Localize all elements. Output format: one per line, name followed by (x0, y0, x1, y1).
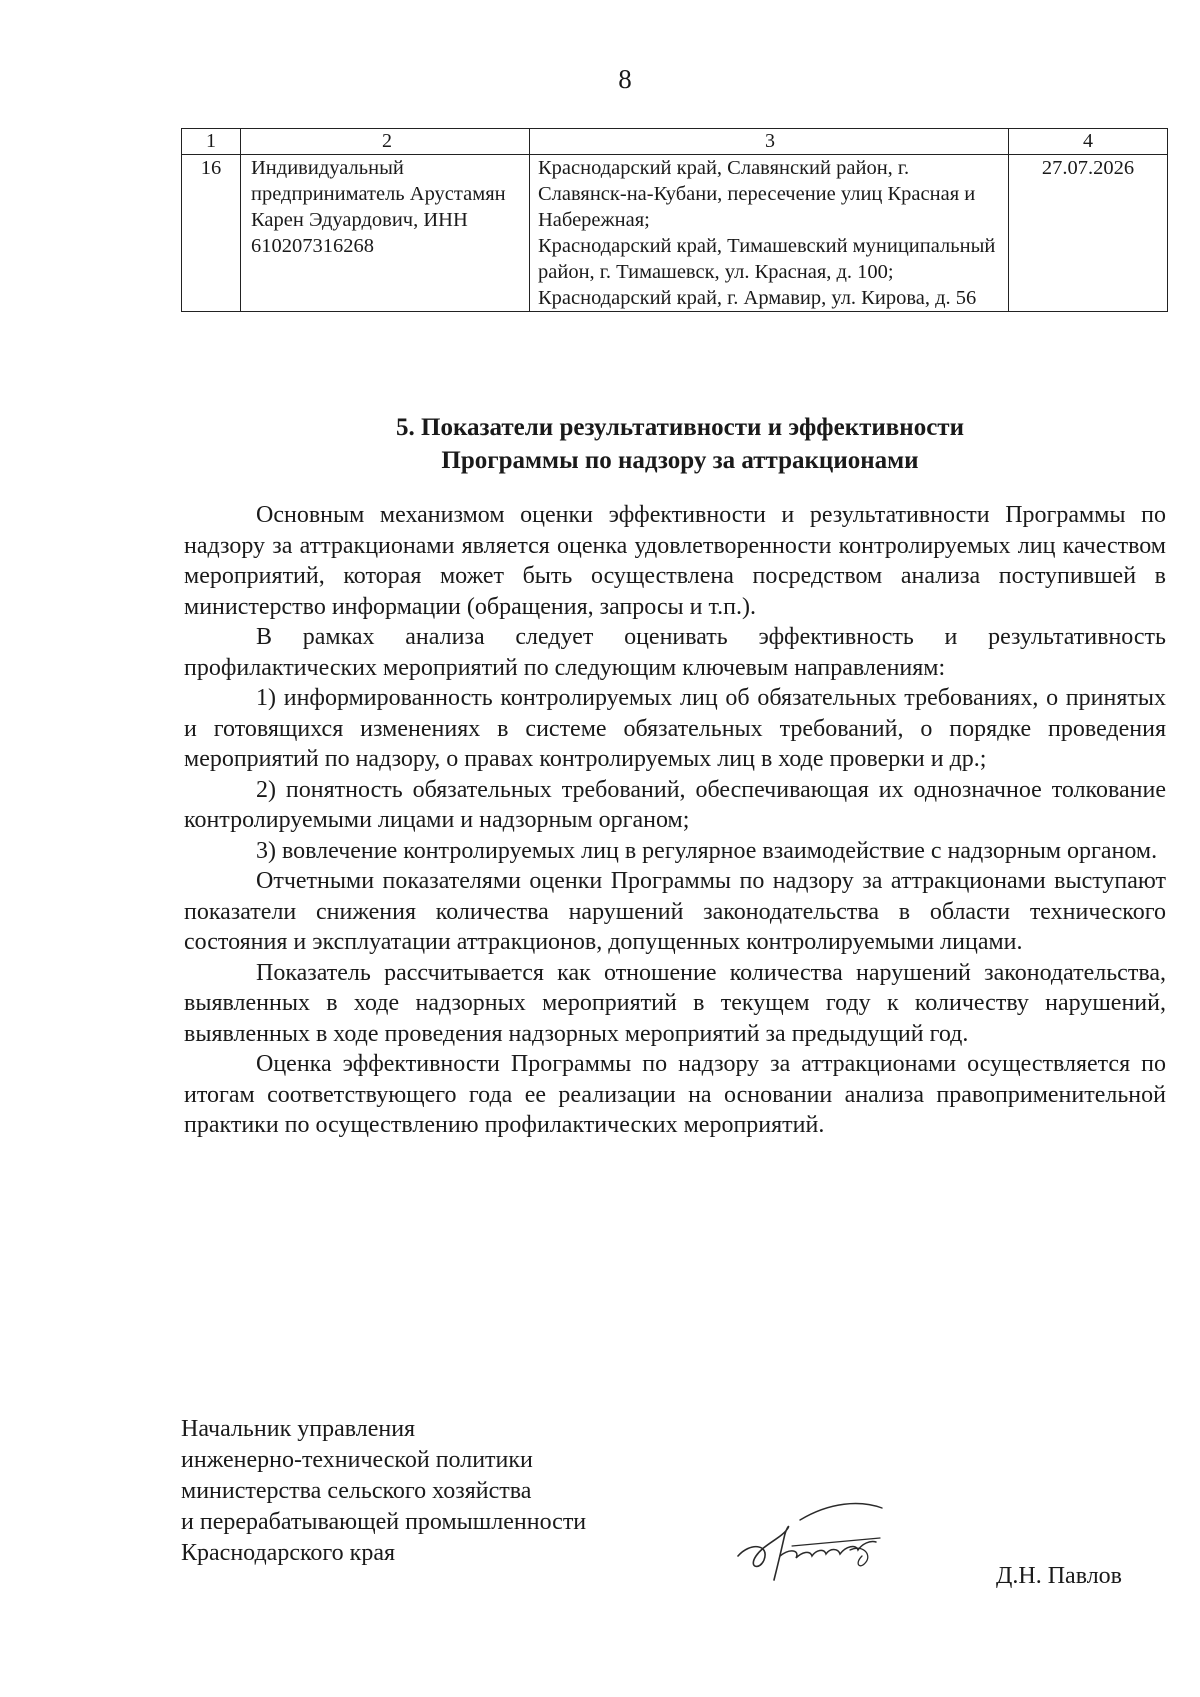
paragraph: Оценка эффективности Программы по надзору за аттракционами осуществляется по итогам соответствующего года ее реализации на основании анализа правоприменительной практики по осуществлению профилактических мероприятий. (184, 1051, 1166, 1138)
address-line: Краснодарский край, Славянский район, г. Славянск-на-Кубани, пересечение улиц Красная и Набережная; (538, 157, 976, 231)
paragraph: 2) понятность обязательных требований, обеспечивающая их однозначное толкование контролируемыми лицами и надзорным органом; (184, 776, 1166, 833)
section-title-line: Программы по надзору за аттракционами (441, 447, 919, 474)
section-title (190, 411, 1170, 477)
signer-position (181, 1414, 586, 1569)
signer-name: Д.Н. Павлов (996, 1563, 1123, 1589)
column-header: 1 (182, 129, 241, 155)
section-body (184, 500, 1166, 1141)
position-line: и перерабатывающей промышленности (181, 1509, 587, 1535)
position-line: Краснодарского края (181, 1540, 396, 1566)
page-number: 8 (618, 64, 632, 94)
column-header: 4 (1009, 129, 1168, 155)
column-header: 2 (241, 129, 530, 155)
handwritten-signature (730, 1498, 900, 1588)
paragraph: Показатель рассчитывается как отношение количества нарушений законодательства, выявленных в ходе надзорных мероприятий в текущем году к количеству нарушений, выявленных в ходе проведения надзорных мероприятий за предыдущий год. (184, 959, 1166, 1047)
address-line: Краснодарский край, г. Армавир, ул. Кирова, д. 56 (538, 287, 977, 309)
paragraph: 1) информированность контролируемых лиц об обязательных требованиях, о принятых и готовящихся изменениях в системе обязательных требований, о порядке проведения мероприятий по надзору, о правах контролируемых лиц в ходе проверки и др.; (184, 685, 1166, 772)
position-line: министерства сельского хозяйства (181, 1478, 532, 1504)
row-number: 16 (182, 155, 241, 312)
address-line: Краснодарский край, Тимашевский муниципальный район, г. Тимашевск, ул. Красная, д. 100; (538, 235, 996, 283)
paragraph: В рамках анализа следует оценивать эффективность и результативность профилактических мероприятий по следующим ключевым направлениям: (184, 624, 1166, 681)
date-cell: 27.07.2026 (1009, 155, 1168, 312)
position-line: Начальник управления (181, 1416, 416, 1442)
section-title-line: 5. Показатели результативности и эффективности (396, 414, 964, 441)
address-cell (530, 155, 1009, 312)
paragraph: 3) вовлечение контролируемых лиц в регулярное взаимодействие с надзорным органом. (256, 837, 1158, 864)
registry-table (181, 128, 1168, 312)
paragraph: Отчетными показателями оценки Программы по надзору за аттракционами выступают показатели снижения количества нарушений законодательства в области технического состояния и эксплуатации аттракционов, допущенных контролируемыми лицами. (184, 868, 1166, 955)
subject-cell: Индивидуальный предприниматель Арустамян Карен Эдуардович, ИНН 610207316268 (241, 155, 530, 312)
column-header: 3 (530, 129, 1009, 155)
table-row (182, 155, 1168, 312)
paragraph: Основным механизмом оценки эффективности и результативности Программы по надзору за аттракционами является оценка удовлетворенности контролируемых лиц качеством мероприятий, которая может быть осуществлена посредством анализа поступившей в министерство информации (обращения, запросы и т.п.). (184, 502, 1166, 620)
table-header-row (182, 129, 1168, 155)
position-line: инженерно-технической политики (181, 1447, 533, 1473)
